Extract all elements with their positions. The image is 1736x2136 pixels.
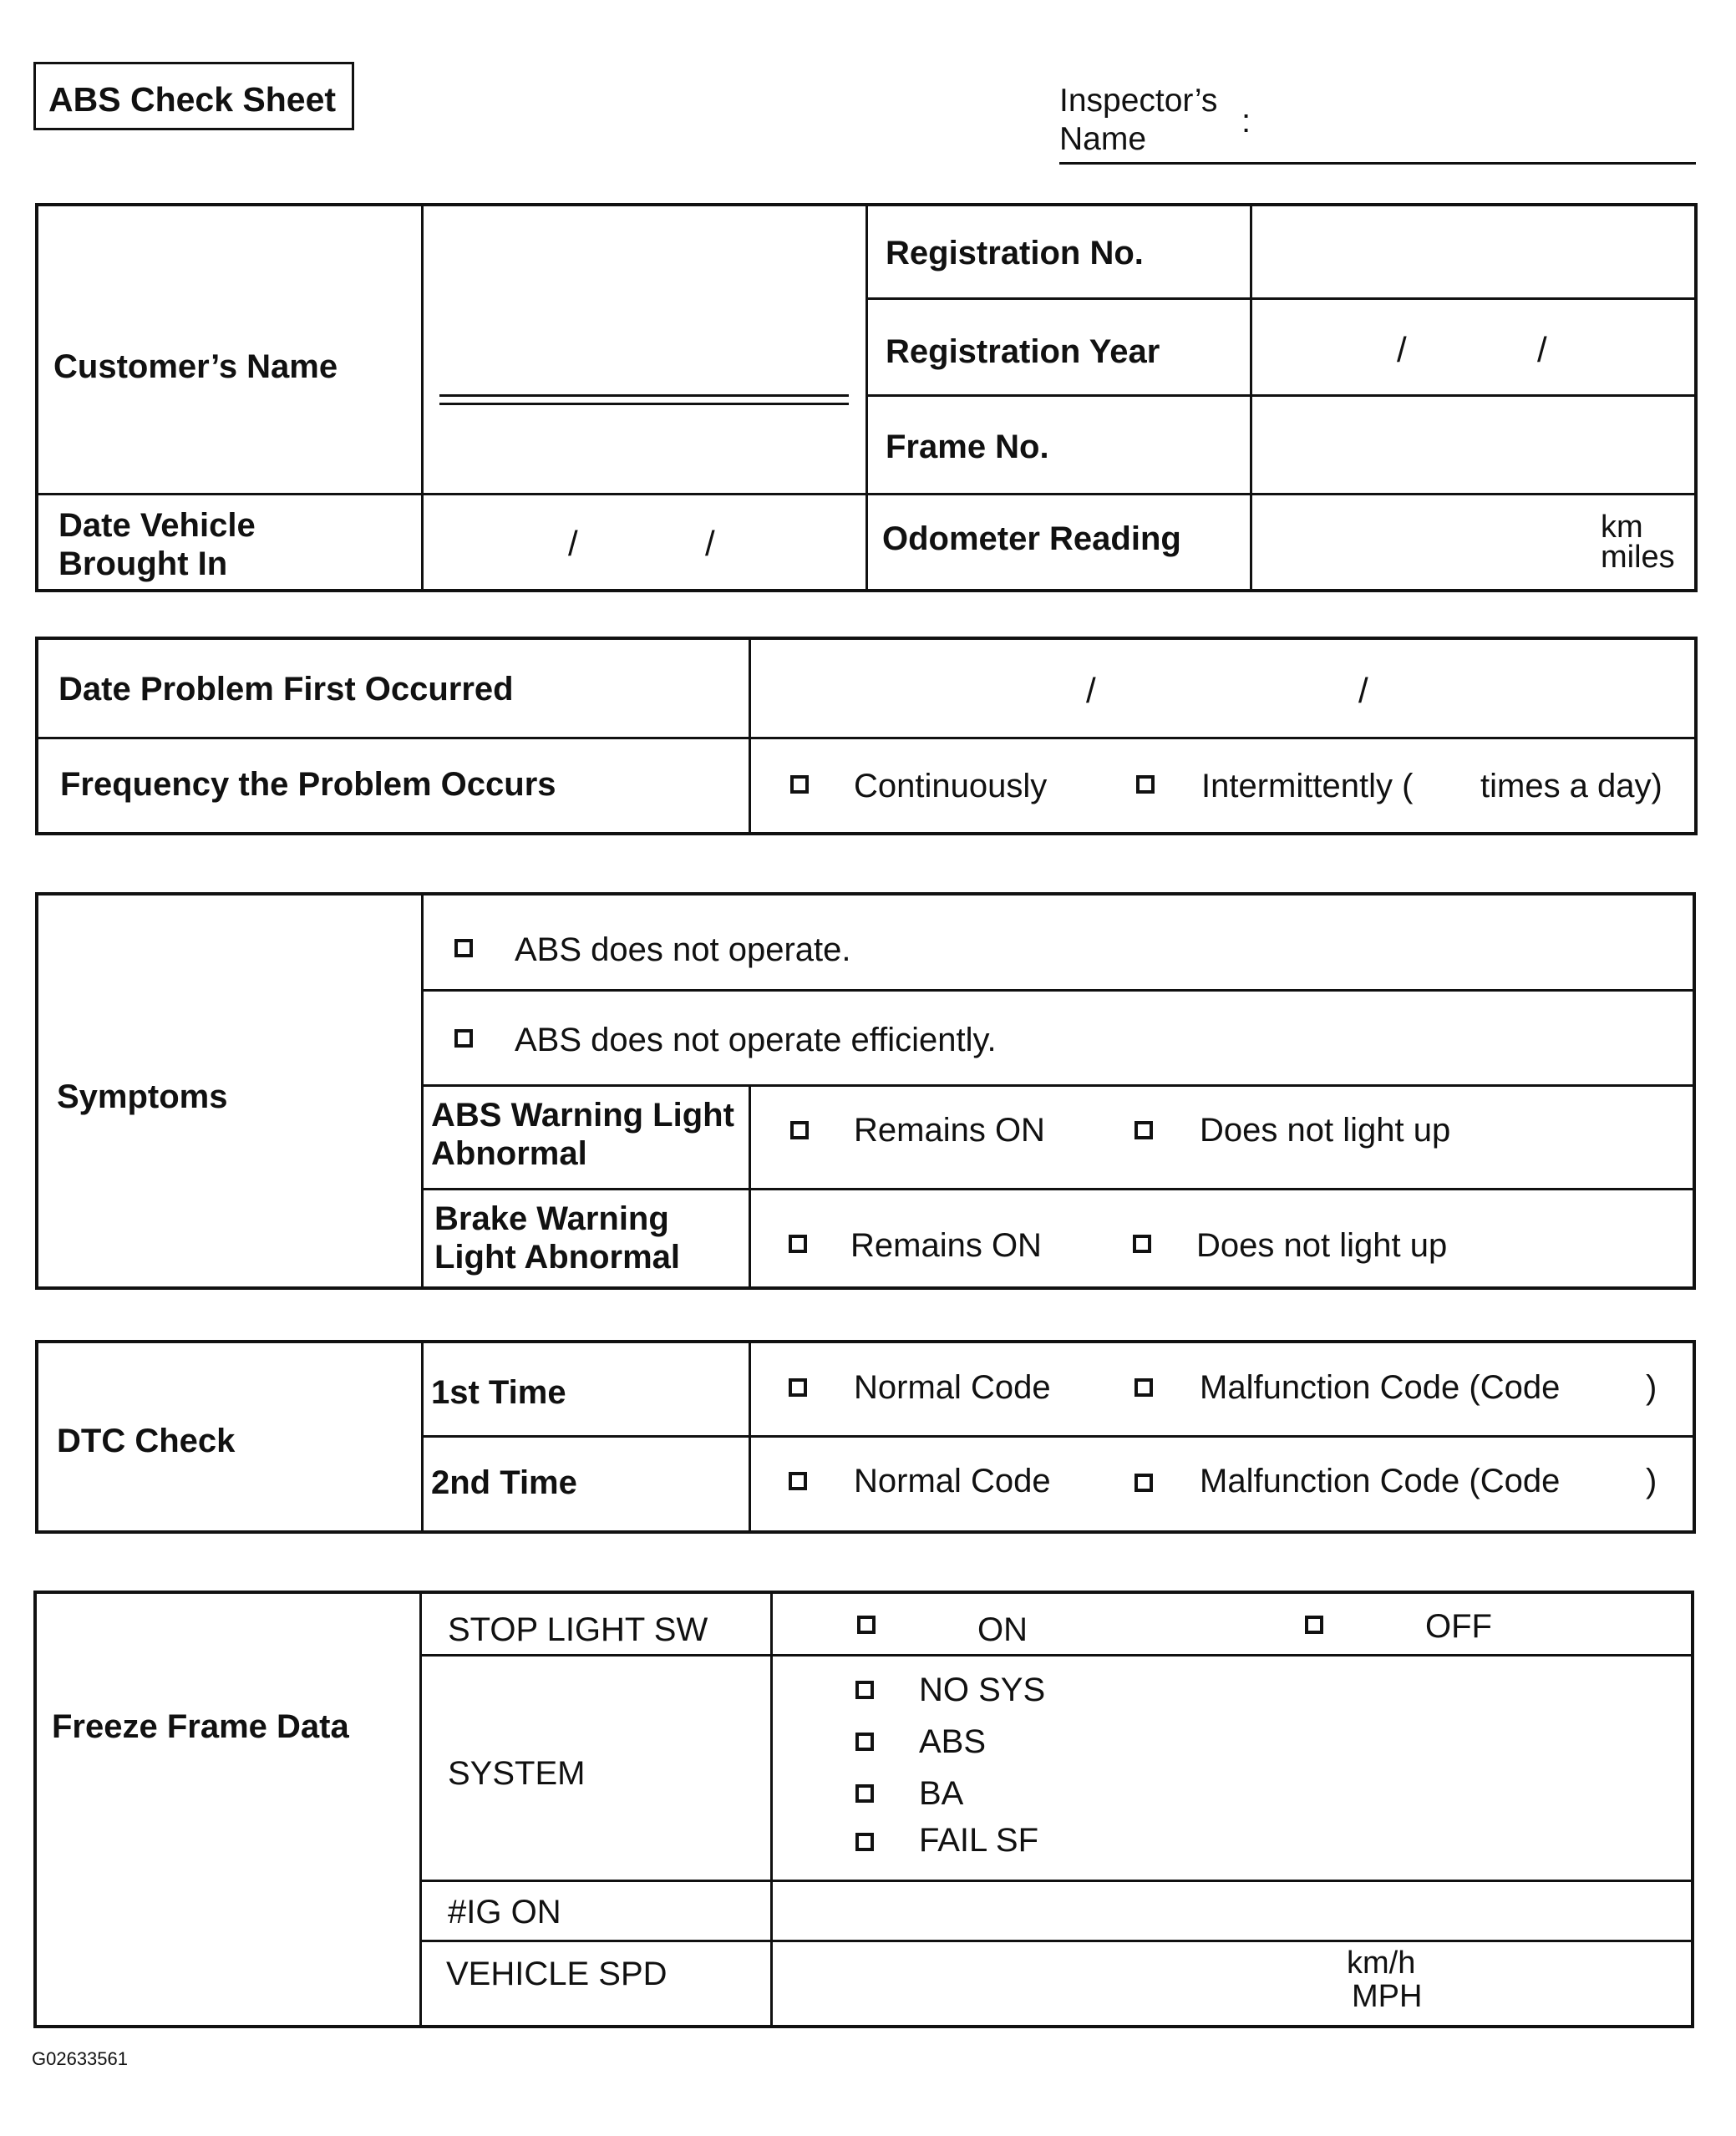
brake-warning-light-label: Brake Warning Light Abnormal [434,1200,681,1276]
customers-name-label: Customer’s Name [53,348,338,385]
system-ba-option: BA [919,1775,964,1812]
date-problem-slash-1: / [1086,671,1096,710]
times-a-day-label: times a day) [1480,768,1662,804]
freeze-frame-label: Freeze Frame Data [52,1708,349,1745]
registration-year-label: Registration Year [886,333,1160,370]
abs-light-remains-on-option: Remains ON [854,1112,1045,1149]
system-ba-checkbox[interactable] [855,1784,874,1803]
dtc-second-time-label: 2nd Time [431,1464,577,1501]
abs-warning-light-label: ABS Warning Light Abnormal [431,1097,734,1172]
ig-on-field[interactable] [774,1883,1691,1936]
date-vehicle-brought-in-label: Date Vehicle Brought In [58,507,256,582]
inspector-label: Inspector’s Name [1059,83,1218,157]
continuously-checkbox[interactable] [790,775,809,794]
abs-does-not-operate-checkbox[interactable] [454,939,473,957]
dtc-second-malfunction-checkbox[interactable] [1134,1474,1153,1492]
odometer-unit-km: km [1601,510,1643,545]
brake-light-not-light-up-checkbox[interactable] [1133,1235,1151,1253]
figure-id: G02633561 [32,2048,128,2069]
brake-light-not-light-up-option: Does not light up [1196,1227,1448,1264]
dtc-second-malfunction-option: Malfunction Code (Code [1200,1463,1561,1499]
abs-not-efficient-checkbox[interactable] [454,1029,473,1048]
system-fail-sf-option: FAIL SF [919,1822,1039,1859]
date-problem-slash-2: / [1358,671,1368,710]
dtc-second-normal-option: Normal Code [854,1463,1051,1499]
abs-light-remains-on-checkbox[interactable] [790,1121,809,1139]
odometer-reading-label: Odometer Reading [882,520,1181,557]
abs-does-not-operate-option: ABS does not operate. [515,931,851,968]
system-abs-option: ABS [919,1723,987,1760]
system-no-sys-checkbox[interactable] [855,1681,874,1699]
symptoms-label: Symptoms [57,1078,228,1115]
dtc-second-close-paren: ) [1646,1463,1657,1499]
abs-light-not-light-up-option: Does not light up [1200,1112,1451,1149]
intermittently-checkbox[interactable] [1136,775,1155,794]
registration-year-slash-2: / [1537,330,1547,369]
system-label: SYSTEM [448,1755,586,1792]
date-problem-first-occurred-label: Date Problem First Occurred [58,671,514,708]
dtc-first-malfunction-option: Malfunction Code (Code [1200,1369,1561,1406]
frequency-label: Frequency the Problem Occurs [60,766,556,803]
sheet-title: ABS Check Sheet [48,80,337,119]
dtc-first-normal-checkbox[interactable] [789,1378,807,1397]
system-abs-checkbox[interactable] [855,1733,874,1751]
brake-light-remains-on-checkbox[interactable] [789,1235,807,1253]
dtc-check-label: DTC Check [57,1423,236,1459]
dtc-first-time-label: 1st Time [431,1374,566,1411]
stop-light-off-checkbox[interactable] [1305,1616,1323,1634]
intermittently-option: Intermittently ( [1201,768,1414,804]
stop-light-on-checkbox[interactable] [857,1616,876,1634]
dtc-first-close-paren: ) [1646,1369,1657,1406]
abs-light-not-light-up-checkbox[interactable] [1134,1121,1153,1139]
speed-unit-kmh: km/h [1347,1946,1416,1981]
problem-table [35,637,1698,835]
inspector-colon: : [1241,103,1251,140]
speed-unit-mph: MPH [1352,1979,1423,2014]
customers-name-field[interactable] [439,394,849,397]
date-brought-in-slash-2: / [705,524,715,563]
abs-not-efficient-option: ABS does not operate efficiently. [515,1022,997,1058]
dtc-first-malfunction-checkbox[interactable] [1134,1378,1153,1397]
inspector-name-line[interactable] [1059,162,1696,165]
stop-light-on-option: ON [977,1611,1028,1648]
registration-no-label: Registration No. [886,235,1144,271]
system-no-sys-option: NO SYS [919,1672,1046,1708]
stop-light-sw-label: STOP LIGHT SW [448,1611,708,1648]
ig-on-label: #IG ON [448,1894,561,1931]
registration-year-slash-1: / [1397,330,1407,369]
continuously-option: Continuously [854,768,1048,804]
dtc-first-normal-option: Normal Code [854,1369,1051,1406]
system-fail-sf-checkbox[interactable] [855,1833,874,1851]
registration-no-field[interactable] [1253,207,1693,294]
dtc-second-normal-checkbox[interactable] [789,1472,807,1490]
odometer-unit-miles: miles [1601,540,1675,575]
frame-no-field[interactable] [1253,398,1693,490]
frame-no-label: Frame No. [886,429,1049,465]
vehicle-spd-label: VEHICLE SPD [446,1956,667,1992]
brake-light-remains-on-option: Remains ON [850,1227,1042,1264]
date-brought-in-slash-1: / [568,524,578,563]
stop-light-off-option: OFF [1425,1608,1492,1645]
